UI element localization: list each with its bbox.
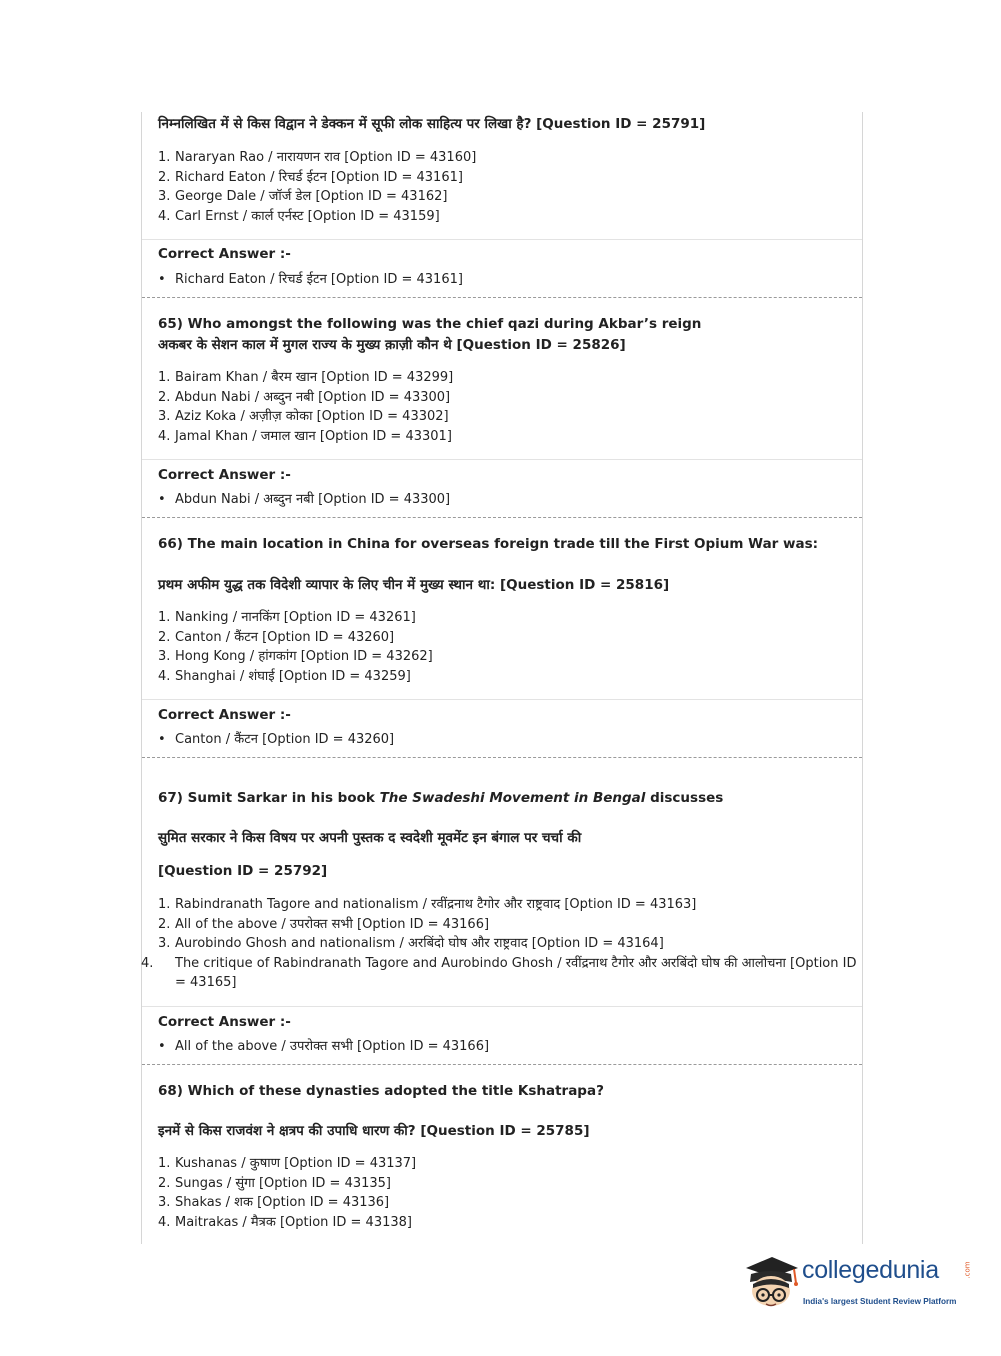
q68-options (158, 1154, 416, 1232)
collegedunia-logo[interactable] (742, 1254, 972, 1314)
q68-option-4: 4. Maitrakas / मैत्रक [Option ID = 43138] (158, 1214, 412, 1230)
q64-option-4: 4. Carl Ernst / कार्ल एर्नस्ट [Option ID = 43159] (158, 208, 440, 224)
q68-option-3: 3. Shakas / शक [Option ID = 43136] (158, 1195, 390, 1210)
q64-answer-label: Correct Answer :- (158, 246, 291, 262)
logo-domain-suffix: .com (963, 1261, 972, 1279)
q64-option-2: 2. Richard Eaton / रिचर्ड ईटन [Option ID = 43161] (158, 169, 463, 185)
q65-option-1: 1. Bairam Khan / बैरम खान [Option ID = 43299] (158, 370, 454, 385)
q66-option-1: 1. Nanking / नानकिंग [Option ID = 43261] (158, 610, 416, 625)
q68-title-en: 68) Which of these dynasties adopted the title Kshatrapa? (158, 1083, 604, 1099)
q66-option-2: 2. Canton / कैंटन [Option ID = 43260] (158, 629, 395, 645)
q67-option-1: 1. Rabindranath Tagore and nationalism / रवींद्रनाथ टैगोर और राष्ट्रवाद [Option ID = 43163] (158, 897, 697, 912)
logo-wordmark: collegedunia (802, 1256, 939, 1284)
q64-options (158, 148, 476, 226)
q68-option-1: 1. Kushanas / कुषाण [Option ID = 43137] (158, 1156, 417, 1171)
q67-divider (142, 1006, 862, 1007)
q67-book-title: The Swadeshi Movement in Bengal (379, 790, 646, 806)
q67-end-separator (142, 1064, 862, 1065)
q66-title-hi: प्रथम अफीम युद्ध तक विदेशी व्यापार के लिए चीन में मुख्य स्थान था: [Question ID = 25816] (158, 577, 670, 593)
q68-title-hi: इनमें से किस राजवंश ने क्षत्रप की उपाधि धारण की? [Question ID = 25785] (158, 1123, 590, 1139)
q67-option-2: 2. All of the above / उपरोक्त सभी [Option ID = 43166] (158, 916, 490, 932)
q65-option-2: 2. Abdun Nabi / अब्दुन नबी [Option ID = 43300] (158, 389, 451, 405)
q67-option-4: 4. The critique of Rabindranath Tagore and Aurobindo Ghosh / रवींद्रनाथ टैगोर और अरबिंदो घोष की आलोचना [Option ID = 43165] (141, 955, 857, 990)
q65-divider (142, 459, 862, 460)
question-paper-page (141, 112, 863, 1244)
q66-option-3: 3. Hong Kong / हांगकांग [Option ID = 43262] (158, 649, 433, 664)
q64-option-3: 3. George Dale / जॉर्ज डेल [Option ID = 43162] (158, 189, 448, 204)
q65-answer-label: Correct Answer :- (158, 467, 291, 483)
q67-options (141, 895, 865, 993)
q67-answer-label: Correct Answer :- (158, 1014, 291, 1030)
q65-options (158, 368, 453, 446)
q66-answer: • Canton / कैंटन [Option ID = 43260] (158, 732, 395, 747)
q65-end-separator (142, 517, 862, 518)
q67-question-id: [Question ID = 25792] (158, 863, 328, 879)
q66-answer-label: Correct Answer :- (158, 707, 291, 723)
q64-title: निम्नलिखित में से किस विद्वान ने डेक्कन में सूफी लोक साहित्य पर लिखा है? [Question ID = 25791] (158, 116, 706, 132)
q65-option-3: 3. Aziz Koka / अज़ीज़ कोका [Option ID = 43302] (158, 409, 449, 424)
q68-option-2: 2. Sungas / सुंगा [Option ID = 43135] (158, 1175, 391, 1191)
q67-answer: • All of the above / उपरोक्त सभी [Option ID = 43166] (158, 1039, 490, 1054)
q64-end-separator (142, 297, 862, 298)
q64-divider (142, 239, 862, 240)
q66-options (158, 608, 433, 686)
q66-title-en: 66) The main location in China for overseas foreign trade till the First Opium War was: (158, 536, 819, 552)
q66-divider (142, 699, 862, 700)
q67-title-en: 67) Sumit Sarkar in his book The Swadeshi Movement in Bengal discusses (158, 790, 724, 806)
q67-option-3: 3. Aurobindo Ghosh and nationalism / अरबिंदो घोष और राष्ट्रवाद [Option ID = 43164] (158, 936, 664, 951)
q66-option-4: 4. Shanghai / शंघाई [Option ID = 43259] (158, 668, 411, 684)
q67-title-hi: सुमित सरकार ने किस विषय पर अपनी पुस्तक द स्वदेशी मूवमेंट इन बंगाल पर चर्चा की (158, 830, 582, 846)
student-mascot-icon (742, 1254, 800, 1310)
q65-option-4: 4. Jamal Khan / जमाल खान [Option ID = 43301] (158, 428, 452, 444)
q66-end-separator (142, 757, 862, 758)
q65-answer: • Abdun Nabi / अब्दुन नबी [Option ID = 43300] (158, 492, 451, 507)
q65-title-hi: अकबर के सेशन काल में मुगल राज्य के मुख्य क़ाज़ी कौन थे [Question ID = 25826] (158, 337, 626, 353)
q64-option-1: 1. Nararyan Rao / नारायणन राव [Option ID = 43160] (158, 150, 477, 165)
logo-tagline: India's largest Student Review Platform (803, 1297, 957, 1306)
q64-answer: • Richard Eaton / रिचर्ड ईटन [Option ID = 43161] (158, 272, 463, 287)
q65-title-en: 65) Who amongst the following was the chief qazi during Akbar’s reign (158, 316, 702, 332)
